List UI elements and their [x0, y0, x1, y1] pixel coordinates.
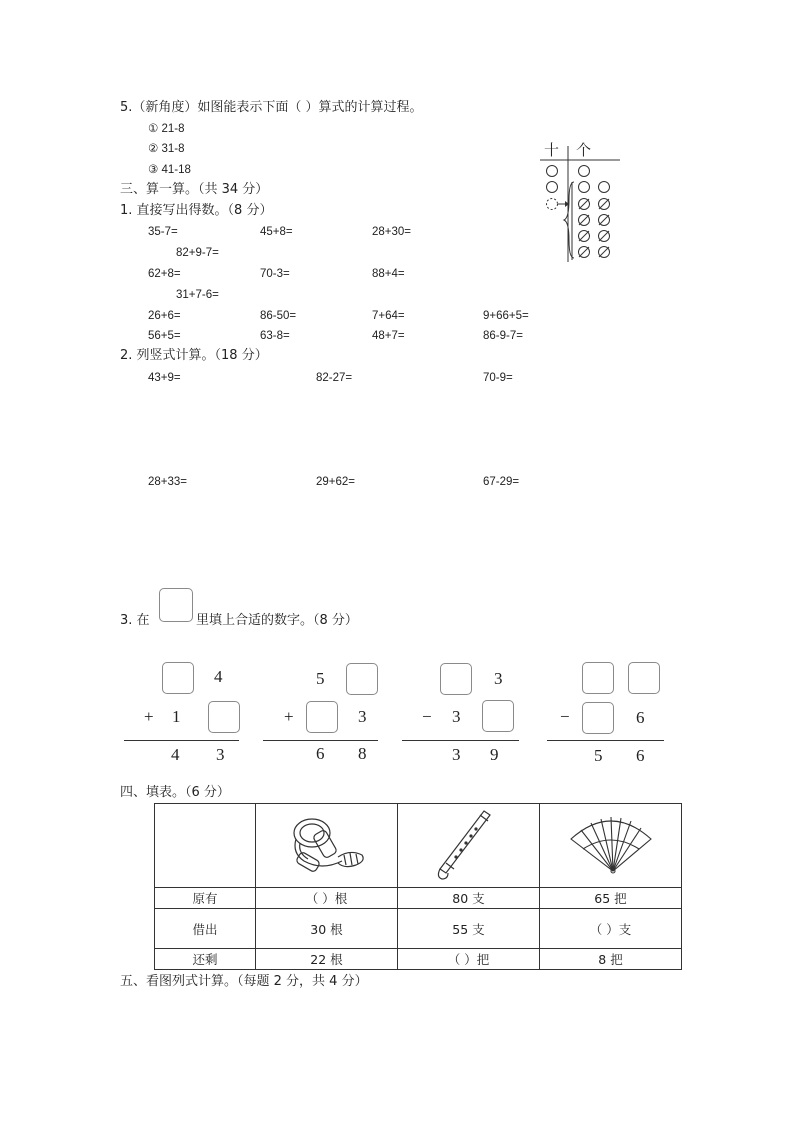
fill-box[interactable]: [582, 662, 614, 694]
calc-28-30: 28+30=: [372, 226, 412, 238]
table-cell: 30 根: [256, 909, 398, 949]
table-cell[interactable]: （ ）根: [256, 888, 398, 909]
q5-option-1: ① 21-8: [148, 123, 185, 135]
table-cell: 8 把: [540, 949, 682, 970]
fill-table: [154, 803, 682, 970]
operator-minus: −: [422, 707, 432, 726]
row-label: 借出: [155, 909, 256, 949]
vert-28-33: 28+33=: [148, 476, 188, 488]
table-cell[interactable]: （ ）支: [540, 909, 682, 949]
section3-p1-title: 1. 直接写出得数。（8 分）: [120, 203, 273, 218]
calc-86-9-7: 86-9-7=: [483, 330, 523, 342]
calc-56-5: 56+5=: [148, 330, 181, 342]
table-row: [155, 888, 682, 909]
digit: 8: [358, 744, 367, 763]
vert-67-29: 67-29=: [483, 476, 520, 488]
digit: 5: [594, 746, 603, 765]
vert-43-9: 43+9=: [148, 372, 181, 384]
calc-70-3: 70-3=: [260, 268, 290, 280]
digit: 5: [316, 669, 325, 688]
fill-box[interactable]: [482, 700, 514, 732]
row-label: 还剩: [155, 949, 256, 970]
calc-62-8: 62+8=: [148, 268, 181, 280]
fill-box[interactable]: [582, 702, 614, 734]
section5-title: 五、看图列式计算。（每题 2 分，共 4 分）: [120, 974, 368, 989]
table-cell: 55 支: [398, 909, 540, 949]
ones-header: 个: [576, 141, 592, 159]
flute-icon: [424, 807, 514, 881]
table-cell: 80 支: [398, 888, 540, 909]
jump-rope-cell: [256, 804, 398, 888]
digit: 3: [452, 707, 461, 726]
fill-box[interactable]: [346, 663, 378, 695]
vert-82-27: 82-27=: [316, 372, 353, 384]
section3-p3-prefix: 3. 在: [120, 613, 150, 628]
q5-title: 5.（新角度）如图能表示下面（ ）算式的计算过程。: [120, 100, 423, 115]
digit: 6: [636, 746, 645, 765]
q5-option-2: ② 31-8: [148, 143, 185, 155]
digit: 3: [452, 745, 461, 764]
example-box: [159, 588, 193, 622]
calc-9-66-5: 9+66+5=: [483, 310, 529, 322]
digit: 9: [490, 745, 499, 764]
digit: 1: [172, 707, 181, 726]
counting-figure: [536, 140, 626, 265]
sum-line: [263, 740, 378, 741]
table-row: [155, 949, 682, 970]
digit: 4: [171, 745, 180, 764]
digit: 6: [636, 708, 645, 727]
fill-box[interactable]: [628, 662, 660, 694]
section4-title: 四、填表。（6 分）: [120, 785, 230, 800]
vert-29-62: 29+62=: [316, 476, 356, 488]
fill-box[interactable]: [306, 701, 338, 733]
calc-45-8: 45+8=: [260, 226, 293, 238]
calc-63-8: 63-8=: [260, 330, 290, 342]
digit: 3: [358, 707, 367, 726]
tens-header: 十: [544, 141, 560, 159]
fill-box[interactable]: [208, 701, 240, 733]
flute-cell: [398, 804, 540, 888]
calc-26-6: 26+6=: [148, 310, 181, 322]
calc-82-9-7: 82+9-7=: [176, 247, 219, 259]
digit: 6: [316, 744, 325, 763]
fill-box[interactable]: [440, 663, 472, 695]
counting-diagram: [536, 140, 626, 265]
fill-box[interactable]: [162, 662, 194, 694]
calc-88-4: 88+4=: [372, 268, 405, 280]
section3-p2-title: 2. 列竖式计算。（18 分）: [120, 348, 268, 363]
digit: 3: [216, 745, 225, 764]
sum-line: [124, 740, 239, 741]
table-image-row: [155, 804, 682, 888]
table-cell: 22 根: [256, 949, 398, 970]
fan-cell: [540, 804, 682, 888]
calc-35-7: 35-7=: [148, 226, 178, 238]
calc-7-64: 7+64=: [372, 310, 405, 322]
calc-31-7-6: 31+7-6=: [176, 289, 219, 301]
table-corner-cell: [155, 804, 256, 888]
digit: 4: [214, 667, 223, 686]
difference-line: [547, 740, 664, 741]
difference-line: [402, 740, 519, 741]
operator-plus: +: [284, 707, 294, 726]
section3-p3-suffix: 里填上合适的数字。（8 分）: [196, 613, 358, 628]
calc-48-7: 48+7=: [372, 330, 405, 342]
table-row: [155, 909, 682, 949]
calc-86-50: 86-50=: [260, 310, 297, 322]
digit: 3: [494, 669, 503, 688]
row-label: 原有: [155, 888, 256, 909]
operator-minus: −: [560, 707, 570, 726]
section3-title: 三、算一算。（共 34 分）: [120, 182, 269, 197]
q5-option-3: ③ 41-18: [148, 164, 191, 176]
table-cell[interactable]: （ ）把: [398, 949, 540, 970]
operator-plus: +: [144, 707, 154, 726]
vert-70-9: 70-9=: [483, 372, 513, 384]
jump-rope-icon: [282, 809, 372, 879]
table-cell: 65 把: [540, 888, 682, 909]
fan-icon: [561, 809, 661, 879]
